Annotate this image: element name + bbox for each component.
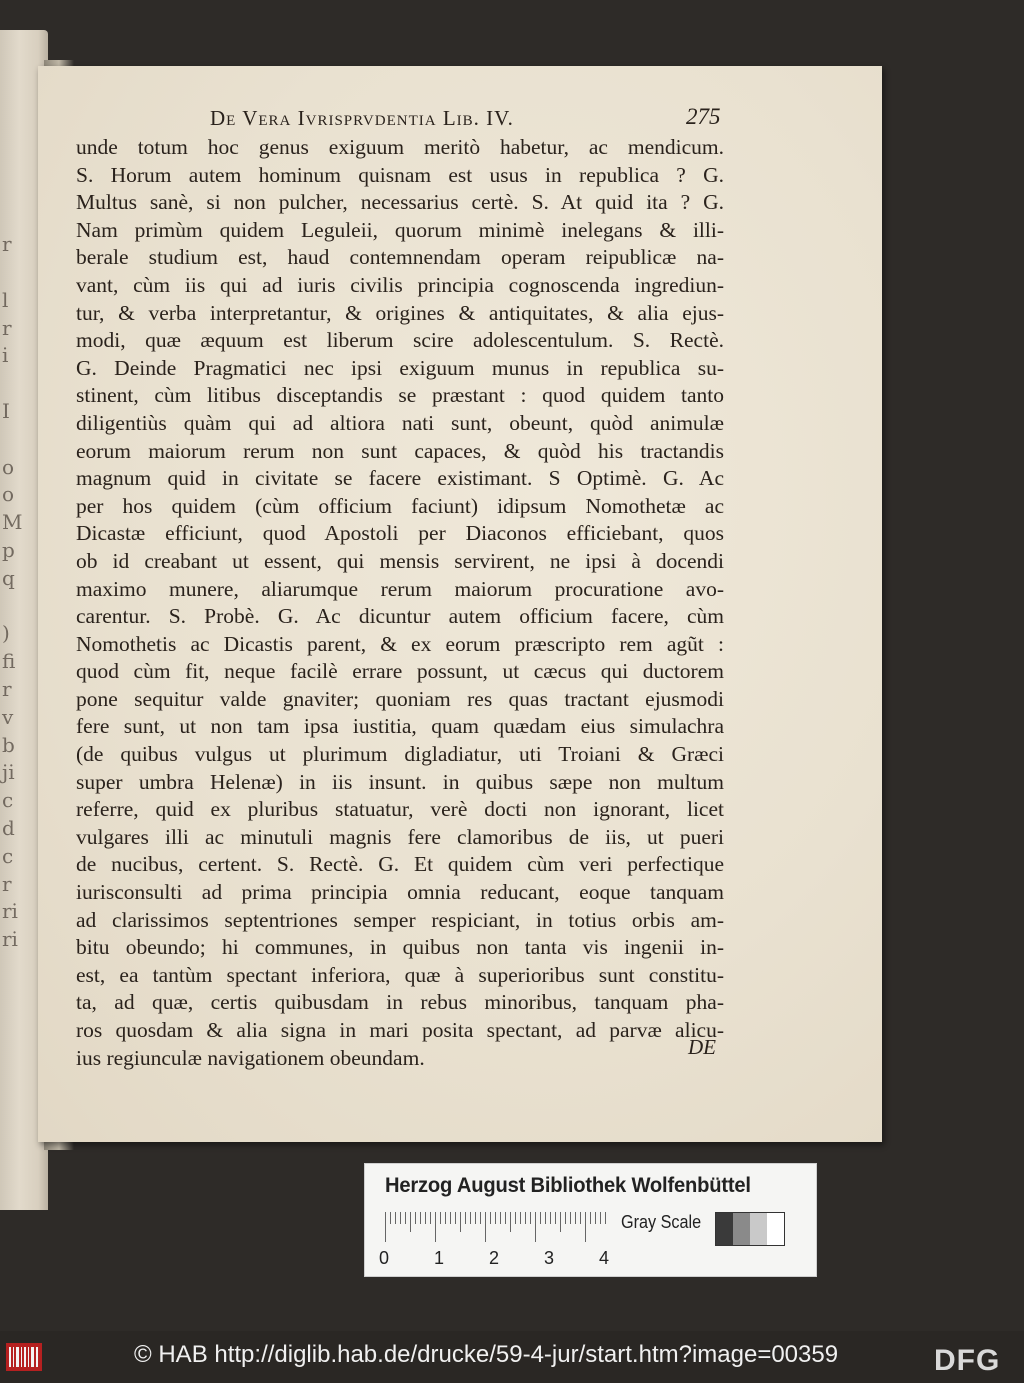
ruler-tick	[410, 1212, 411, 1232]
text-line: ad clarissimos septentriones semper respiciant, in totius orbis am-	[76, 907, 724, 932]
ruler-tick	[535, 1212, 536, 1242]
ruler-numbers	[379, 1248, 619, 1268]
ruler-tick	[400, 1212, 401, 1224]
text-line: Nomothetis ac Dicastis parent, & ex eorum præscripto rem agũt :	[76, 631, 724, 656]
ruler-tick	[405, 1212, 406, 1224]
previous-leaf-char	[2, 148, 42, 176]
gray-scale-swatches	[715, 1212, 785, 1246]
ruler-tick	[435, 1212, 436, 1242]
ruler-tick	[480, 1212, 481, 1224]
previous-leaf-char: o	[2, 482, 15, 507]
text-line: vant, cùm iis qui ad iuris civilis principia cognoscenda ingrediun-	[76, 272, 724, 297]
text-line: Multus sanè, si non pulcher, necessarius certè. S. At quid ita ? G.	[76, 190, 724, 215]
ruler-tick	[575, 1212, 576, 1224]
ruler-tick	[430, 1212, 431, 1224]
previous-leaf-char: ri	[2, 899, 18, 924]
ruler-tick	[390, 1212, 391, 1224]
ruler-tick	[395, 1212, 396, 1224]
ruler-tick	[510, 1212, 511, 1232]
previous-leaf-char: ji	[2, 760, 15, 785]
previous-leaf-char: c	[2, 788, 14, 813]
text-line: tur, & verba interpretantur, & origines & antiquitates, & alia ejus-	[76, 300, 724, 325]
previous-leaf-char: r	[2, 676, 12, 701]
ruler-tick	[565, 1212, 566, 1224]
ruler-tick	[425, 1212, 426, 1224]
ruler-tick	[500, 1212, 501, 1224]
barcode-icon	[6, 1343, 42, 1371]
ruler-tick	[605, 1212, 606, 1224]
text-line: ta, ad quæ, certis quibusdam in rebus minoribus, tanquam pha-	[76, 990, 724, 1015]
ruler-tick	[580, 1212, 581, 1224]
ruler-tick	[560, 1212, 561, 1232]
copyright-link[interactable]: © HAB http://diglib.hab.de/drucke/59-4-jur/start.htm?image=00359	[134, 1341, 839, 1368]
previous-leaf-char	[2, 120, 42, 148]
previous-leaf-char: l	[2, 287, 9, 312]
text-line: ob id creabant ut essent, qui mensis servirent, ne ipsi à docendi	[76, 548, 724, 573]
previous-leaf-char	[2, 203, 42, 231]
text-line: S. Horum autem hominum quisnam est usus in republica ? G.	[76, 162, 724, 187]
ruler-tick	[490, 1212, 491, 1224]
gray-swatch	[733, 1213, 750, 1245]
previous-leaf-char: c	[2, 843, 14, 868]
ruler-tick	[460, 1212, 461, 1232]
ruler-tick	[445, 1212, 446, 1224]
ruler-tick	[585, 1212, 586, 1242]
text-line: de nucibus, certent. S. Rectè. G. Et quidem cùm veri perfectique	[76, 852, 724, 877]
previous-leaf-char: i	[2, 343, 9, 368]
ruler-tick	[515, 1212, 516, 1224]
gray-swatch	[750, 1213, 767, 1245]
ruler-tick	[455, 1212, 456, 1224]
ruler-tick	[485, 1212, 486, 1242]
gray-swatch	[767, 1213, 784, 1245]
text-line: (de quibus vulgus ut plurimum digladiatur, uti Troiani & Græci	[76, 742, 724, 767]
institution-name: Herzog August Bibliothek Wolfenbüttel	[385, 1174, 751, 1197]
ruler-tick	[415, 1212, 416, 1224]
ruler-tick	[520, 1212, 521, 1224]
color-card	[364, 1163, 817, 1277]
ruler-number: 3	[544, 1248, 555, 1268]
previous-leaf-char	[2, 176, 42, 204]
text-line: magnum quid in civitate se facere existimant. S Optimè. G. Ac	[76, 466, 724, 491]
previous-leaf-char: p	[2, 537, 15, 562]
footer-bar	[0, 1331, 1024, 1383]
ruler-number: 0	[379, 1248, 390, 1268]
ruler-tick	[440, 1212, 441, 1224]
ruler-tick	[385, 1212, 386, 1242]
ruler-tick	[555, 1212, 556, 1224]
previous-leaf-char: fi	[2, 649, 16, 674]
ruler-scale	[385, 1212, 609, 1242]
ruler-number: 2	[489, 1248, 500, 1268]
previous-leaf-char: r	[2, 232, 12, 257]
previous-leaf-char: r	[2, 871, 12, 896]
previous-leaf-char: )	[2, 621, 10, 646]
text-line: stinent, cùm litibus disceptandis se præstant : quod quidem tanto	[76, 383, 724, 408]
text-line: Dicastæ efficiunt, quod Apostoli per Diaconos efficiebant, quos	[76, 521, 724, 546]
ruler-number: 4	[599, 1248, 610, 1268]
text-line: bitu obeundo; hi communes, in quibus non tanta vis ingenii in-	[76, 935, 724, 960]
text-line: maximo munere, aliarumque rerum maiorum procuratione avo-	[76, 576, 724, 601]
text-line: diligentiùs quàm qui ad altiora nati sunt, obeunt, quòd animulæ	[76, 410, 724, 435]
previous-leaf-char: o	[2, 454, 15, 479]
ruler-number: 1	[434, 1248, 445, 1268]
previous-leaf-char: M	[2, 510, 23, 535]
text-line: G. Deinde Pragmatici nec ipsi exiguum munus in republica su-	[76, 355, 724, 380]
previous-leaf-char: q	[2, 565, 15, 590]
ruler-tick	[545, 1212, 546, 1224]
body-text	[76, 134, 724, 1072]
ruler-tick	[550, 1212, 551, 1224]
text-line: est, ea tantùm spectant inferiora, quæ à superioribus sunt constitu-	[76, 962, 724, 987]
text-line: unde totum hoc genus exiguum meritò habetur, ac mendicum.	[76, 135, 724, 159]
previous-leaf-char: I	[2, 398, 10, 423]
text-line: iurisconsulti ad prima principia omnia reducant, eoque tanquam	[76, 880, 724, 905]
previous-leaf-char	[2, 259, 42, 287]
ruler-tick	[530, 1212, 531, 1224]
text-line: quod cùm fit, neque facilè errare possunt, ut cæcus qui ductorem	[76, 659, 724, 684]
text-line: fere sunt, ut non tam ipsa iustitia, quam quædam eius simulachra	[76, 714, 724, 739]
ruler-tick	[465, 1212, 466, 1224]
previous-leaf-text	[2, 120, 42, 954]
ruler-tick	[540, 1212, 541, 1224]
ruler-tick	[600, 1212, 601, 1224]
previous-leaf-char	[2, 593, 42, 621]
text-line: carentur. S. Probè. G. Ac dicuntur autem officium facere, cùm	[76, 604, 724, 629]
previous-leaf-char	[2, 370, 42, 398]
previous-leaf-char: v	[2, 704, 14, 729]
page-number: 275	[686, 104, 721, 129]
ruler-tick	[470, 1212, 471, 1224]
catchword: DE	[688, 1035, 716, 1059]
previous-leaf-char: d	[2, 815, 15, 840]
text-line: pone sequitur valde gnaviter; quoniam res quas tractant ejusmodi	[76, 686, 724, 711]
previous-leaf-char: ri	[2, 927, 18, 952]
dfg-logo: DFG	[934, 1344, 1001, 1377]
gray-scale-label: Gray Scale	[621, 1212, 702, 1232]
text-line: berale studium est, haud contemnendam operam reipublicæ na-	[76, 245, 724, 270]
text-line: vulgares illi ac minutuli magnis fere clamoribus de iis, ut pueri	[76, 824, 724, 849]
running-head-title: De Vera Ivrisprvdentia Lib. IV.	[210, 106, 514, 130]
ruler-tick	[450, 1212, 451, 1224]
ruler-tick	[475, 1212, 476, 1224]
text-line: ros quosdam & alia signa in mari posita spectant, ad parvæ alicu-	[76, 1018, 724, 1042]
text-line: per hos quidem (cùm officium faciunt) idipsum Nomothetæ ac	[76, 493, 724, 518]
ruler-tick	[595, 1212, 596, 1224]
ruler-tick	[570, 1212, 571, 1224]
text-line: super umbra Helenæ) in iis insunt. in quibus sæpe non multum	[76, 769, 724, 794]
ruler-tick	[495, 1212, 496, 1224]
text-line: eorum maiorum rerum non sunt capaces, & quòd his tractandis	[76, 438, 724, 463]
previous-leaf-char	[2, 426, 42, 454]
ruler-tick	[420, 1212, 421, 1224]
previous-leaf-char: b	[2, 732, 15, 757]
text-line: Nam primùm quidem Leguleii, quorum minimè inelegans & illi-	[76, 217, 724, 242]
gray-swatch	[716, 1213, 733, 1245]
text-line: modi, quæ æquum est liberum scire adolescentulum. S. Rectè.	[76, 328, 724, 353]
ruler-tick	[590, 1212, 591, 1224]
text-line: ius regiunculæ navigationem obeundam.	[76, 1045, 425, 1070]
ruler-tick	[525, 1212, 526, 1224]
text-line: referre, quid ex pluribus statuatur, verè docti non ignorant, licet	[76, 797, 724, 822]
previous-leaf-char: r	[2, 315, 12, 340]
ruler-tick	[505, 1212, 506, 1224]
